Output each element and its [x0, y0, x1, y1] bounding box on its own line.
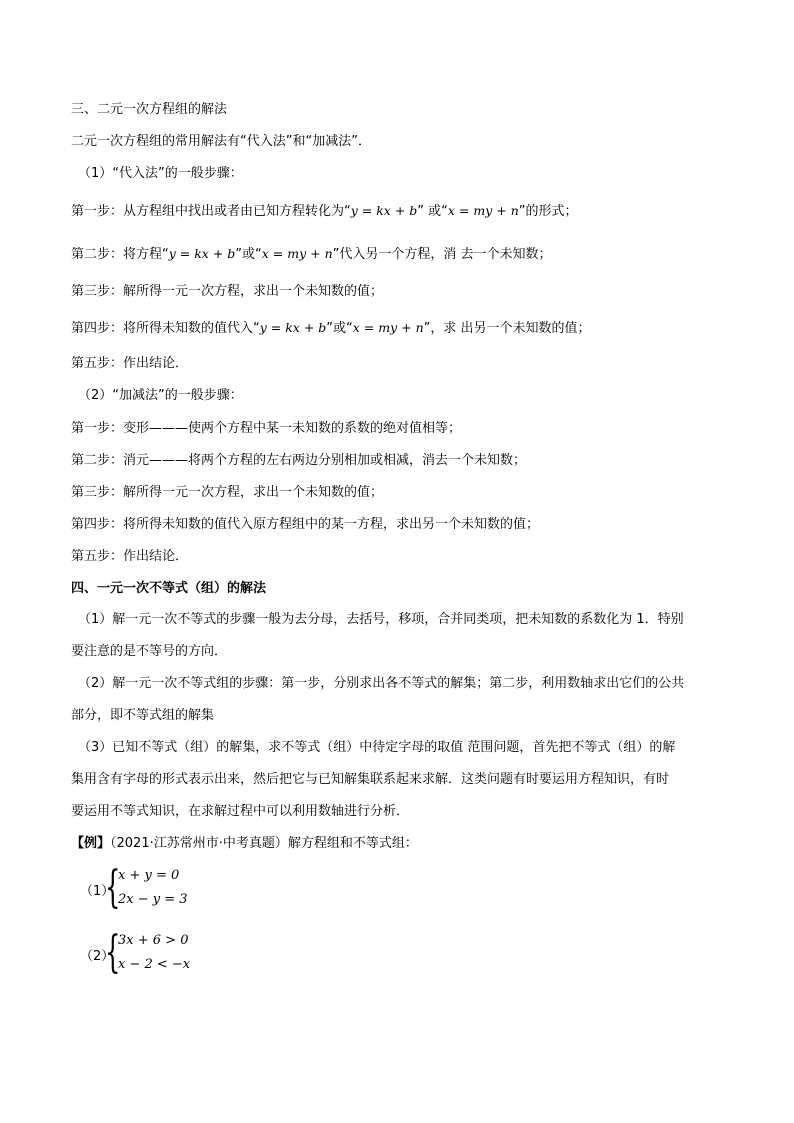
- example-heading: [71, 835, 418, 853]
- question-1-label: （1）: [80, 884, 115, 899]
- formula-y: y = kx + b: [350, 203, 418, 218]
- step-text: ”的形式；: [518, 204, 578, 219]
- substitution-step-2: [71, 245, 552, 264]
- example-tag: 【例】: [71, 836, 111, 851]
- elimination-step-2: 第二步：消元———将两个方程的左右两边分别相加或相减，消去一个未知数；: [71, 453, 527, 468]
- substitution-step-1: [71, 202, 578, 221]
- step-text: 第二步：将方程“: [71, 247, 169, 262]
- step-text: ”或“: [235, 247, 262, 262]
- formula-y: y = kx + b: [259, 320, 327, 335]
- inequality-point-2b: 部分，即不等式组的解集: [71, 708, 215, 723]
- step-text: ”或“: [326, 321, 353, 336]
- substitution-step-5: 第五步：作出结论．: [71, 356, 189, 371]
- substitution-step-4: [71, 319, 591, 338]
- elimination-step-3: 第三步：解所得一元一次方程，求出一个未知数的值；: [71, 485, 384, 500]
- step-text: ”，求 出另一个未知数的值；: [423, 321, 591, 336]
- step-text: ”代入另一个方程，消 去一个未知数；: [332, 247, 552, 262]
- elimination-step-4: 第四步：将所得未知数的值代入原方程组中的某一方程，求出另一个未知数的值；: [71, 517, 540, 532]
- formula-x: x = my + n: [261, 246, 333, 261]
- section-3-intro: 二元一次方程组的常用解法有“代入法”和“加减法”．: [71, 134, 371, 149]
- step-text: ” 或“: [417, 204, 448, 219]
- inequality-point-1b: 要注意的是不等号的方向．: [71, 644, 228, 659]
- inequality: x − 2 < −x: [118, 957, 191, 972]
- step-text: 第四步：将所得未知数的值代入“: [71, 321, 260, 336]
- example-source: （2021·江苏常州市·中考真题）解方程组和不等式组：: [110, 836, 418, 851]
- inequality-point-3c: 要运用不等式知识，在求解过程中可以利用数轴进行分析．: [71, 804, 410, 819]
- inequality-point-2a: （2）解一元一次不等式组的步骤：第一步，分别求出各不等式的解集；第二步，利用数轴求出它们的公共: [78, 676, 685, 691]
- elimination-heading: （2）“加减法”的一般步骤：: [78, 388, 243, 403]
- question-2-label: （2）: [80, 949, 115, 964]
- elimination-step-1: 第一步：变形———使两个方程中某一未知数的系数的绝对值相等；: [71, 421, 462, 436]
- inequality-point-3a: （3）已知不等式（组）的解集，求不等式（组）中待定字母的取值 范围问题，首先把不等式（组）的解: [78, 740, 676, 755]
- inequality-point-1a: （1）解一元一次不等式的步骤一般为去分母，去括号，移项，合并同类项，把未知数的系数化为 1．特别: [78, 612, 684, 627]
- equation: x + y = 0: [118, 868, 180, 883]
- formula-x: x = my + n: [352, 320, 424, 335]
- elimination-step-5: 第五步：作出结论．: [71, 549, 189, 564]
- step-text: 第一步：从方程组中找出或者由已知方程转化为“: [71, 204, 351, 219]
- formula-y: y = kx + b: [168, 246, 236, 261]
- formula-x: x = my + n: [447, 203, 519, 218]
- inequality-point-3b: 集用含有字母的形式表示出来，然后把它与已知解集联系起来求解．这类问题有时要运用方程知识，有时: [71, 772, 670, 787]
- brace: {: [105, 927, 121, 978]
- equation: 2x − y = 3: [118, 892, 188, 907]
- substitution-heading: （1）“代入法”的一般步骤：: [78, 166, 243, 181]
- inequality: 3x + 6 > 0: [118, 933, 189, 948]
- section-3-title: 三、二元一次方程组的解法: [71, 102, 228, 117]
- brace: {: [105, 862, 121, 913]
- section-4-title: 四、一元一次不等式（组）的解法: [71, 581, 267, 596]
- substitution-step-3: 第三步：解所得一元一次方程，求出一个未知数的值；: [71, 284, 384, 299]
